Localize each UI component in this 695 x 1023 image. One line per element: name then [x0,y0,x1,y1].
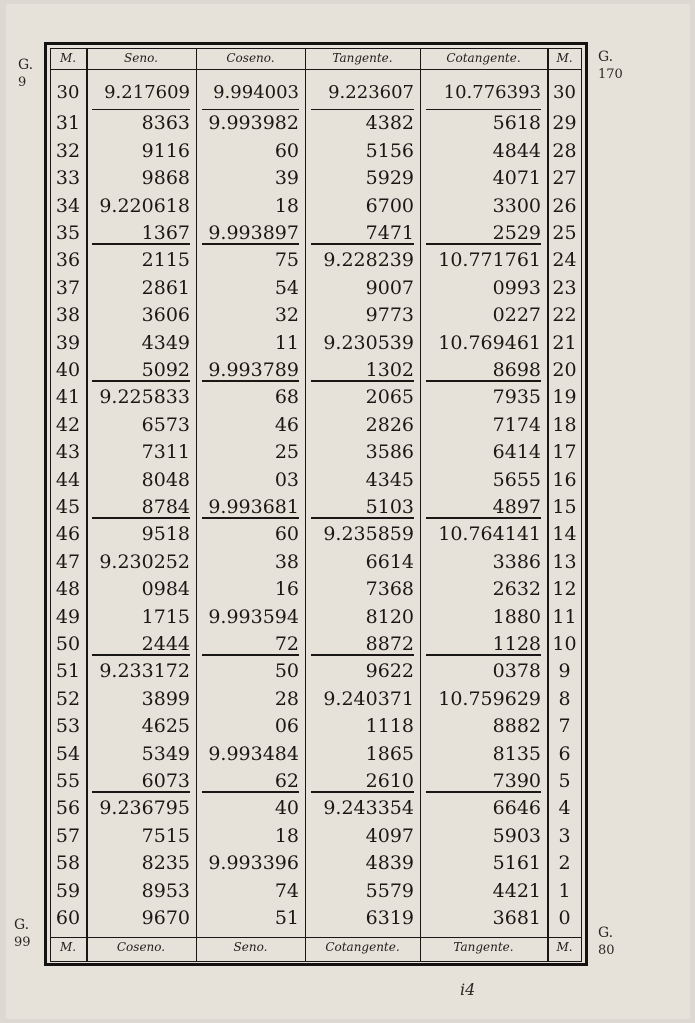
cell-minute-left: 32 [55,140,81,162]
cell-seno: 1715 [141,606,190,628]
cell-minute-left: 30 [56,82,80,103]
cell-tangente: 5579 [365,880,414,902]
cell-minute-left: 60 [55,907,81,929]
cell-seno: 4349 [141,332,190,354]
cell-seno: 3606 [141,304,190,326]
cell-minute-right: 18 [552,414,577,436]
first-row-rule [92,109,190,110]
cell-cotangente: 10.764141 [438,523,541,545]
degree-label-top-right [598,48,623,84]
cell-minute-left: 40 [55,359,81,381]
cell-cotangente: 6646 [492,797,541,819]
cell-cotangente: 10.759629 [438,688,541,710]
cell-seno: 8953 [141,880,190,902]
cell-seno: 9670 [141,907,190,929]
first-row-rule [426,109,541,110]
cell-minute-right: 4 [558,797,571,819]
cell-seno: 9.230252 [99,551,190,573]
cell-minute-right: 8 [558,688,571,710]
cell-seno: 9868 [141,167,190,189]
cell-seno: 3899 [141,688,190,710]
cell-minute-left: 49 [55,606,81,628]
degree-value: 170 [598,67,623,82]
cell-seno: 7311 [141,441,190,463]
cell-cotangente: 8698 [492,359,541,381]
cell-tangente: 2610 [365,770,414,792]
cell-coseno: 9.993594 [208,606,299,628]
cell-seno: 9.225833 [99,386,190,408]
column-divider [196,48,197,962]
cell-cotangente: 2529 [492,222,541,244]
cell-tangente: 1302 [365,359,414,381]
cell-coseno: 9.994003 [213,82,299,103]
cell-minute-left: 44 [55,469,81,491]
cell-coseno: 32 [274,304,299,326]
cell-cotangente: 6414 [492,441,541,463]
cell-cotangente: 1880 [492,606,541,628]
cell-minute-right: 0 [558,907,571,929]
cell-seno: 8363 [141,112,190,134]
cell-tangente: 7471 [365,222,414,244]
cell-cotangente: 0378 [492,660,541,682]
cell-coseno: 39 [274,167,299,189]
page-number: i4 [460,980,476,999]
cell-cotangente: 8135 [492,743,541,765]
first-row-rule [202,109,299,110]
cell-cotangente: 10.769461 [438,332,541,354]
column-footer-tangente: Cotangente. [325,940,400,954]
cell-coseno: 9.993897 [208,222,299,244]
cell-coseno: 11 [274,332,299,354]
cell-tangente: 8120 [365,606,414,628]
cell-seno: 9.220618 [99,195,190,217]
cell-minute-right: 25 [552,222,577,244]
cell-minute-left: 46 [55,523,81,545]
cell-minute-right: 22 [552,304,577,326]
cell-tangente: 9.223607 [328,82,414,103]
cell-cotangente: 4421 [492,880,541,902]
cell-minute-left: 56 [55,797,81,819]
cell-seno: 6073 [141,770,190,792]
cell-seno: 7515 [141,825,190,847]
cell-cotangente: 5161 [492,852,541,874]
cell-minute-right: 26 [552,195,577,217]
cell-tangente: 2065 [365,386,414,408]
cell-coseno: 68 [274,386,299,408]
cell-seno: 9116 [141,140,190,162]
column-footer-seno: Coseno. [116,940,166,954]
cell-tangente: 5156 [365,140,414,162]
column-header-tangente: Tangente. [332,51,393,65]
cell-cotangente: 3386 [492,551,541,573]
cell-minute-right: 14 [552,523,577,545]
cell-tangente: 4097 [365,825,414,847]
cell-cotangente: 7935 [492,386,541,408]
cell-tangente: 9773 [365,304,414,326]
cell-tangente: 9.243354 [323,797,414,819]
cell-tangente: 9.230539 [323,332,414,354]
cell-seno: 4625 [141,715,190,737]
cell-coseno: 9.993484 [208,743,299,765]
cell-cotangente: 3300 [492,195,541,217]
cell-seno: 9.236795 [99,797,190,819]
cell-seno: 5349 [141,743,190,765]
cell-coseno: 9.993396 [208,852,299,874]
cell-coseno: 9.993789 [208,359,299,381]
first-row-rule [311,109,414,110]
cell-coseno: 18 [274,195,299,217]
cell-cotangente: 2632 [492,578,541,600]
column-footer-coseno: Seno. [233,940,268,954]
cell-minute-left: 38 [55,304,81,326]
cell-seno: 9.233172 [99,660,190,682]
cell-minute-left: 43 [55,441,81,463]
cell-coseno: 60 [274,140,299,162]
column-footer-minute-left: M. [59,940,77,954]
cell-cotangente: 10.776393 [443,82,541,103]
cell-minute-right: 11 [552,606,577,628]
cell-minute-left: 34 [55,195,81,217]
cell-tangente: 9007 [365,277,414,299]
cell-minute-left: 57 [55,825,81,847]
cell-cotangente: 7390 [492,770,541,792]
degree-label-g: G. [14,917,30,933]
cell-minute-right: 20 [552,359,577,381]
cell-minute-left: 50 [55,633,81,655]
cell-tangente: 9.240371 [323,688,414,710]
degree-label-g: G. [598,925,614,941]
cell-seno: 2444 [141,633,190,655]
cell-minute-right: 7 [558,715,571,737]
cell-cotangente: 5655 [492,469,541,491]
cell-minute-right: 1 [558,880,571,902]
cell-tangente: 9.228239 [323,249,414,271]
cell-coseno: 72 [274,633,299,655]
cell-coseno: 46 [274,414,299,436]
cell-tangente: 6700 [365,195,414,217]
cell-minute-left: 33 [55,167,81,189]
cell-coseno: 16 [274,578,299,600]
cell-seno: 8235 [141,852,190,874]
cell-minute-left: 54 [55,743,81,765]
cell-minute-right: 30 [553,82,576,103]
cell-tangente: 4345 [365,469,414,491]
cell-coseno: 40 [274,797,299,819]
cell-minute-right: 12 [552,578,577,600]
cell-seno: 8048 [141,469,190,491]
cell-coseno: 38 [274,551,299,573]
cell-tangente: 4839 [365,852,414,874]
cell-minute-left: 42 [55,414,81,436]
cell-cotangente: 5903 [492,825,541,847]
column-header-seno: Seno. [124,51,158,65]
cell-coseno: 25 [274,441,299,463]
cell-coseno: 28 [274,688,299,710]
cell-tangente: 1118 [365,715,414,737]
cell-tangente: 8872 [365,633,414,655]
cell-minute-right: 13 [552,551,577,573]
column-footer-cotangente: Tangente. [453,940,514,954]
cell-cotangente: 1128 [492,633,541,655]
cell-minute-left: 55 [55,770,81,792]
cell-tangente: 5103 [365,496,414,518]
cell-minute-left: 41 [55,386,81,408]
cell-minute-right: 28 [552,140,577,162]
column-header-coseno: Coseno. [226,51,275,65]
degree-label-g: G. [598,49,614,65]
cell-minute-right: 15 [552,496,577,518]
cell-tangente: 3586 [365,441,414,463]
cell-minute-right: 23 [552,277,577,299]
degree-value: 9 [18,75,27,90]
cell-seno: 2115 [141,249,190,271]
cell-minute-left: 37 [55,277,81,299]
cell-cotangente: 4844 [492,140,541,162]
cell-minute-right: 19 [552,386,577,408]
cell-coseno: 74 [274,880,299,902]
cell-coseno: 60 [274,523,299,545]
cell-minute-right: 24 [552,249,577,271]
cell-tangente: 6319 [365,907,414,929]
cell-minute-left: 51 [55,660,81,682]
cell-minute-left: 58 [55,852,81,874]
cell-minute-right: 27 [552,167,577,189]
cell-tangente: 4382 [365,112,414,134]
cell-minute-right: 21 [552,332,577,354]
cell-minute-left: 31 [55,112,81,134]
column-header-minute-right: M. [556,51,573,65]
cell-coseno: 75 [274,249,299,271]
column-footer-minute-right: M. [556,940,573,954]
cell-seno: 1367 [141,222,190,244]
cell-cotangente: 0993 [492,277,541,299]
cell-minute-right: 29 [552,112,577,134]
header-rule [50,69,582,70]
cell-minute-left: 36 [55,249,81,271]
cell-coseno: 18 [274,825,299,847]
cell-seno: 9518 [141,523,190,545]
cell-minute-left: 35 [55,222,81,244]
column-header-cotangente: Cotangente. [446,51,521,65]
cell-coseno: 50 [274,660,299,682]
cell-tangente: 9622 [365,660,414,682]
cell-tangente: 7368 [365,578,414,600]
cell-cotangente: 7174 [492,414,541,436]
cell-tangente: 6614 [365,551,414,573]
degree-label-bottom-left [14,916,31,952]
degree-label-g: G. [18,57,34,73]
cell-minute-right: 9 [558,660,571,682]
footer-rule [50,937,582,938]
cell-cotangente: 5618 [492,112,541,134]
cell-cotangente: 4897 [492,496,541,518]
cell-cotangente: 8882 [492,715,541,737]
column-header-minute-left: M. [59,51,77,65]
cell-tangente: 9.235859 [323,523,414,545]
cell-coseno: 51 [274,907,299,929]
cell-minute-left: 48 [55,578,81,600]
cell-seno: 8784 [141,496,190,518]
cell-minute-right: 16 [552,469,577,491]
cell-minute-right: 3 [558,825,571,847]
column-divider [420,48,421,962]
cell-seno: 0984 [141,578,190,600]
cell-coseno: 62 [274,770,299,792]
cell-minute-left: 39 [55,332,81,354]
cell-minute-right: 6 [558,743,571,765]
column-divider [305,48,306,962]
cell-cotangente: 3681 [492,907,541,929]
cell-minute-left: 59 [55,880,81,902]
cell-cotangente: 4071 [492,167,541,189]
cell-minute-right: 17 [552,441,577,463]
degree-label-bottom-right [598,924,615,960]
cell-coseno: 06 [274,715,299,737]
cell-tangente: 2826 [365,414,414,436]
cell-coseno: 54 [274,277,299,299]
cell-minute-left: 47 [55,551,81,573]
cell-tangente: 1865 [365,743,414,765]
cell-minute-right: 2 [558,852,571,874]
degree-label-top-left [18,56,33,92]
cell-coseno: 9.993681 [208,496,299,518]
cell-seno: 6573 [141,414,190,436]
cell-seno: 2861 [141,277,190,299]
cell-seno: 9.217609 [104,82,190,103]
cell-minute-left: 52 [55,688,81,710]
degree-value: 99 [14,935,31,950]
cell-cotangente: 10.771761 [438,249,541,271]
cell-minute-left: 45 [55,496,81,518]
cell-cotangente: 0227 [492,304,541,326]
cell-tangente: 5929 [365,167,414,189]
cell-minute-left: 53 [55,715,81,737]
cell-minute-right: 5 [558,770,571,792]
cell-coseno: 9.993982 [208,112,299,134]
degree-value: 80 [598,943,615,958]
cell-minute-right: 10 [552,633,577,655]
cell-coseno: 03 [274,469,299,491]
cell-seno: 5092 [141,359,190,381]
